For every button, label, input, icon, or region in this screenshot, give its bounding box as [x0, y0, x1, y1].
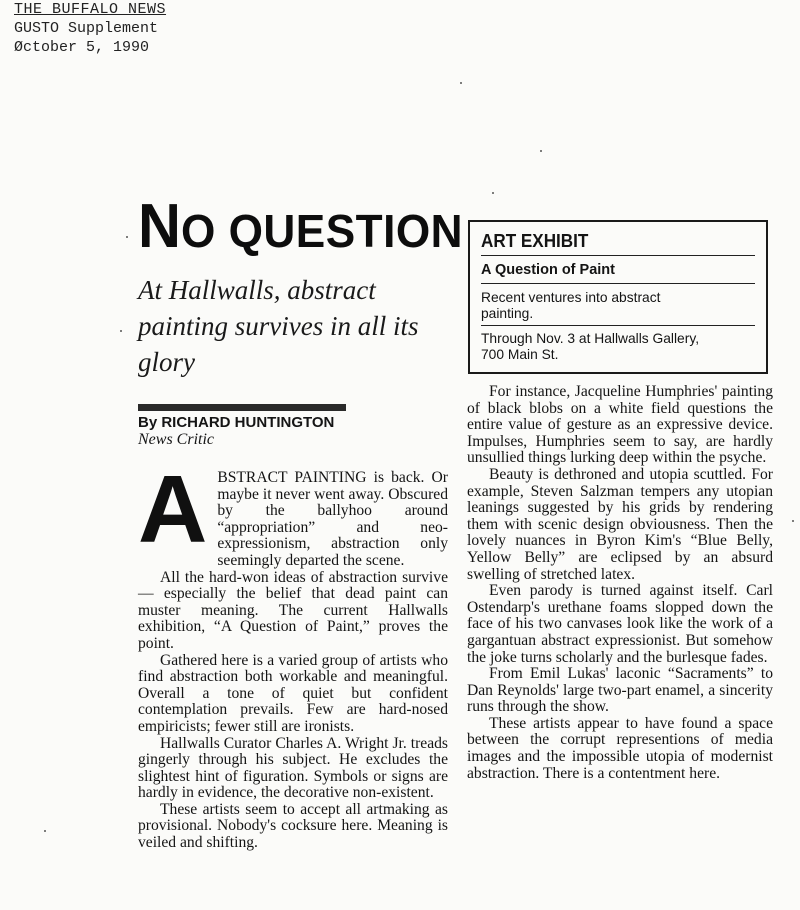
article-column-right: [467, 384, 773, 782]
paragraph: Hallwalls Curator Charles A. Wright Jr. treads gingerly through his subject. He excludes the slightest hint of figuration. Symbols or signs are hardly in evidence, the decorative non-existent.: [138, 734, 448, 802]
scan-speck: [460, 82, 462, 84]
deck-subheadline: At Hallwalls, abstract painting survives in all its glory: [138, 275, 419, 377]
scan-speck: [126, 236, 128, 238]
exhibit-dates-location: Through Nov. 3 at Hallwalls Gallery, 700 Main St.: [481, 331, 700, 362]
info-box-divider: [481, 325, 755, 326]
headline: [138, 192, 464, 262]
scan-speck: [492, 192, 494, 194]
paragraph: All the hard-won ideas of abstraction survive — especially the belief that dead paint can muster meaning. The current Hallwalls exhibition, “A Question of Paint,” proves the point.: [138, 568, 448, 652]
paragraph: Gathered here is a varied group of artists who find abstraction both workable and meaningful. Overall a tone of quiet but confident contemplation prevails. Few are hard-nosed empiricists; fewer still are ironists.: [138, 651, 448, 735]
byline: By RICHARD HUNTINGTON: [138, 414, 335, 431]
info-box-divider: [481, 283, 755, 284]
paragraph: Beauty is dethroned and utopia scuttled. For example, Steven Salzman tempers any utopian leanings suggested by his grids by rendering them with scenic design obviousness. Then the lovely nuances in Byron Kim's “Blue Belly, Yellow Belly” are eclipsed by an absurd swelling of stretched latex.: [467, 465, 773, 583]
paragraph: Even parody is turned against itself. Carl Ostendarp's urethane foams slopped down the face of his two canvases look like the work of a gargantuan abstract expressionist. But somehow the joke turns scholarly and the burlesque fades.: [467, 582, 773, 666]
publication-date: Øctober 5, 1990: [14, 39, 150, 56]
scan-speck: [792, 520, 794, 522]
publication-name: THE BUFFALO NEWS: [14, 1, 167, 18]
exhibit-info-box: [468, 220, 768, 374]
clipping-stamp: [14, 0, 166, 57]
scan-speck: [540, 150, 542, 152]
drop-cap: A: [138, 456, 208, 563]
paragraph: These artists seem to accept all artmaking as provisional. Nobody's cocksure here. Meaning is veiled and shifting.: [138, 800, 448, 852]
author-role: News Critic: [138, 431, 215, 448]
info-box-title: ART EXHIBIT: [481, 231, 589, 251]
section-name: GUSTO Supplement: [14, 20, 159, 37]
scan-speck: [120, 330, 122, 332]
byline-rule: [138, 404, 346, 411]
headline-rest: O QUESTION: [180, 205, 464, 257]
headline-initial: N: [138, 192, 181, 261]
scan-speck: [44, 830, 46, 832]
exhibit-description: Recent ventures into abstract painting.: [481, 290, 661, 321]
exhibit-name: A Question of Paint: [481, 262, 615, 278]
article-column-left: [138, 456, 448, 852]
paragraph: These artists appear to have found a space between the corrupt representions of media images and the impossible utopia of modernist abstraction. There is a contentment here.: [467, 714, 773, 782]
paragraph: For instance, Jacqueline Humphries' painting of black blobs on a white field questions the entire value of gesture as an expressive device. Impulses, Humphries seem to say, are hardly unsullied things lurking deep within the psyche.: [467, 383, 773, 467]
info-box-divider: [481, 255, 755, 256]
paragraph: ABSTRACT PAINTING is back. Or maybe it never went away. Obscured by the ballyhoo around “appropriation” and neo-expressionism, abstraction only seemingly departed the scene.: [138, 456, 448, 569]
paragraph: From Emil Lukas' laconic “Sacraments” to Dan Reynolds' large two-part enamel, a sincerity runs through the show.: [467, 665, 773, 716]
